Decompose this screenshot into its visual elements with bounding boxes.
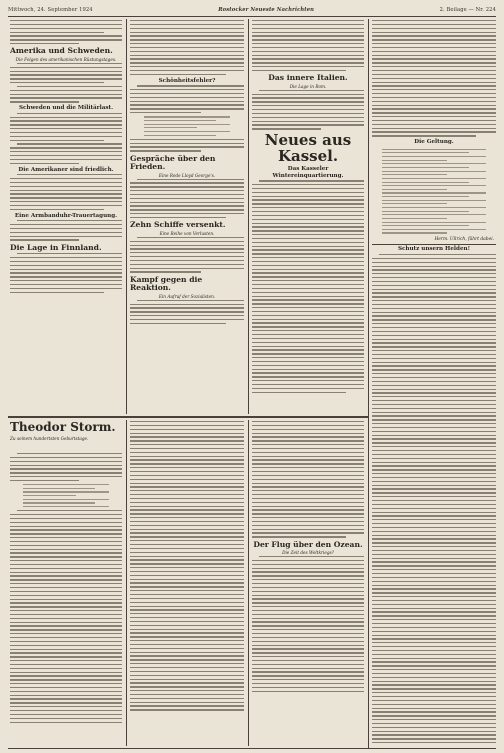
text-block <box>130 237 244 273</box>
column-rule <box>126 420 127 746</box>
text-block <box>10 510 122 723</box>
column-2 <box>130 19 244 414</box>
headline-storm: Theodor Storm. <box>10 420 116 434</box>
text-block <box>252 180 364 393</box>
headline: Der Flug über den Ozean. <box>253 539 363 549</box>
masthead-page-number: 2. Beilage — Nr. 224 <box>439 7 496 13</box>
headline: Die Lage in Finnland. <box>10 242 102 252</box>
masthead-paper-name: Rostocker Neueste Nachrichten <box>218 7 314 13</box>
headline: Schutz unsern Helden! <box>397 246 471 253</box>
flight-article <box>252 420 364 746</box>
text-block <box>10 20 122 44</box>
subheadline: Zu seinem hundertsten Geburtstage. <box>10 436 89 441</box>
text-block <box>372 20 496 137</box>
bottom-rule <box>8 748 496 749</box>
column-rule <box>126 19 127 414</box>
headline: Zehn Schiffe versenkt. <box>130 220 226 230</box>
column-3 <box>252 19 364 414</box>
subheadline: Die Folgen des amerikanischen Rüstungstages. <box>15 56 117 62</box>
text-block <box>252 556 364 692</box>
subheadline: Das Kasseler Wintereinquartierung. <box>272 166 344 179</box>
text-block <box>10 453 122 481</box>
subheadline: Eine Reihe von Verlusten. <box>159 230 215 236</box>
masthead <box>8 5 496 15</box>
text-block <box>372 254 496 743</box>
storm-text-right <box>130 420 244 746</box>
headline: Schweden und die Militärlast. <box>18 105 114 112</box>
subheadline: Die Lage in Rom. <box>289 83 327 89</box>
subheadline: Eine Rede Lloyd George's. <box>158 172 216 178</box>
signature: Herm. Ullrich, fährt dabei. <box>434 236 494 242</box>
text-block <box>10 220 122 241</box>
subheadline: Die Zeit des Weltkriegs? <box>282 550 334 556</box>
headline: Gespräche über den Frieden. <box>130 153 216 172</box>
text-block <box>130 85 244 113</box>
subheadline: Ein Aufruf der Sozialisten. <box>158 293 216 299</box>
headline: Eine Armbanduhr-Trauertagung. <box>14 212 118 219</box>
poem-block <box>23 484 108 507</box>
masthead-date: Mittwoch, 24. September 1924 <box>8 7 93 13</box>
column-rule <box>248 420 249 746</box>
column-1 <box>10 19 122 414</box>
text-block <box>130 139 244 152</box>
text-block <box>130 20 244 75</box>
text-block <box>10 253 122 293</box>
storm-text-left <box>10 452 122 746</box>
text-block <box>252 90 364 130</box>
text-block <box>10 113 122 164</box>
text-block <box>130 179 244 219</box>
poem-block <box>382 149 486 234</box>
text-block <box>130 421 244 711</box>
headline: Schönheitsfehler? <box>158 77 216 84</box>
text-block <box>252 20 364 71</box>
column-4 <box>372 19 496 749</box>
text-block <box>10 174 122 210</box>
headline: Das innere Italien. <box>268 73 348 83</box>
column-rule <box>368 19 369 749</box>
headline-large: Neues aus Kassel. <box>264 131 352 166</box>
headline: Kampf gegen die Reaktion. <box>130 274 203 293</box>
text-block <box>130 300 244 324</box>
masthead-rule <box>8 16 496 17</box>
headline: Die Geltung. <box>414 139 454 146</box>
text-block <box>10 63 122 103</box>
column-rule <box>248 19 249 414</box>
headline: Die Amerikaner sind friedlich. <box>18 166 114 173</box>
section-divider <box>8 416 368 418</box>
text-block <box>252 421 364 538</box>
section-rule <box>372 244 496 245</box>
poem-block <box>144 116 231 135</box>
headline: Amerika und Schweden. <box>10 46 113 56</box>
